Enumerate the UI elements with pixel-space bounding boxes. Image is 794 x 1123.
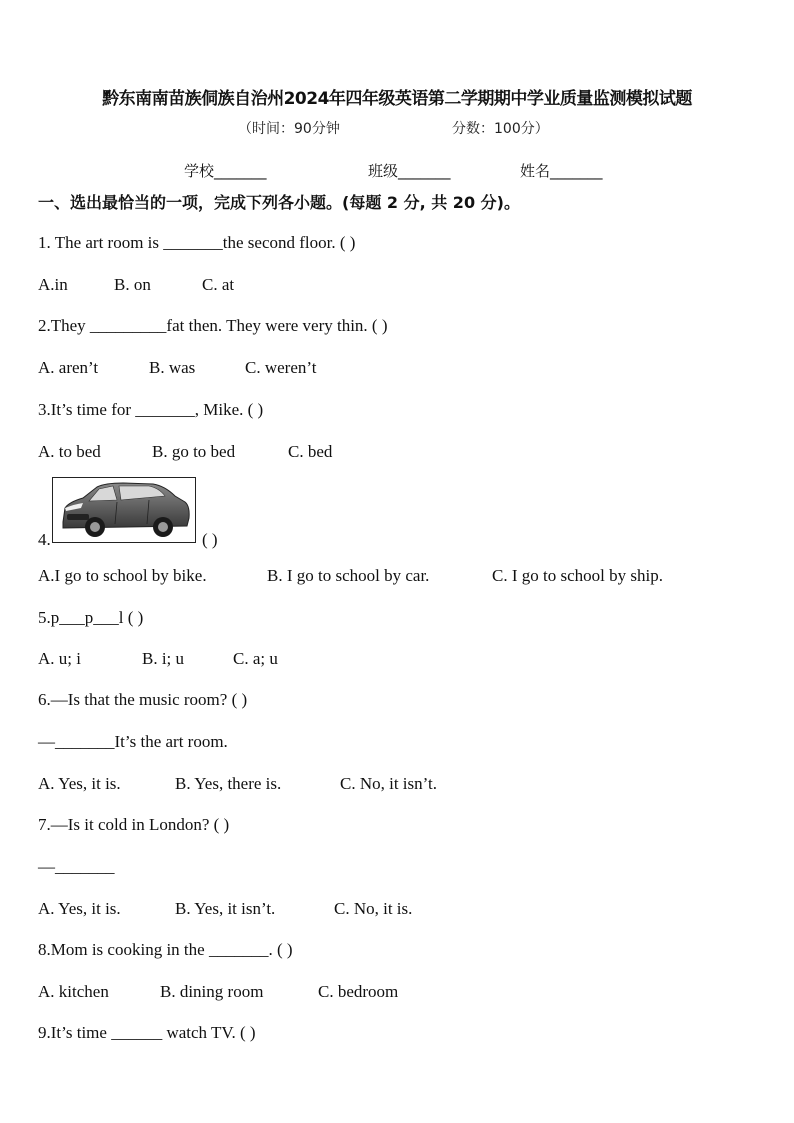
q5-option-c: C. a; u [233,649,278,668]
class-field: 班级_______ [368,162,451,180]
school-field: 学校_______ [184,162,267,180]
question-1: 1. The art room is _______the second floor. ( ) [38,233,356,252]
question-4-paren: ( ) [202,530,218,549]
q1-option-b: B. on [114,275,151,294]
exam-score: 分数：100分） [452,121,549,137]
name-field: 姓名_______ [520,162,603,180]
q4-option-a: A.I go to school by bike. [38,566,207,585]
exam-time: （时间：90分钟 [238,121,340,137]
question-7: 7.—Is it cold in London? ( ) [38,815,230,834]
q5-option-b: B. i; u [142,649,185,668]
page-title: 黔东南南苗族侗族自治州2024年四年级英语第二学期期中学业质量监测模拟试题 [102,89,692,109]
section-heading: 一、选出最恰当的一项，完成下列各小题。(每题 2 分, 共 20 分)。 [38,193,520,212]
q6-option-b: B. Yes, there is. [175,774,282,793]
q3-option-a: A. to bed [38,442,101,461]
q6-option-a: A. Yes, it is. [38,774,121,793]
question-8: 8.Mom is cooking in the _______. ( ) [38,940,293,959]
q8-option-a: A. kitchen [38,982,109,1001]
q1-option-c: C. at [202,275,235,294]
question-5: 5.p___p___l ( ) [38,608,144,627]
question-7-response: —_______ [38,857,115,876]
question-4-number: 4. [38,530,51,549]
q5-option-a: A. u; i [38,649,81,668]
q7-option-b: B. Yes, it isn’t. [175,899,276,918]
question-6-response: —_______It’s the art room. [38,732,228,751]
q8-option-c: C. bedroom [318,982,399,1001]
q3-option-b: B. go to bed [152,442,236,461]
q3-option-c: C. bed [288,442,333,461]
car-icon [53,478,195,542]
q2-option-b: B. was [149,358,196,377]
q4-option-c: C. I go to school by ship. [492,566,663,585]
q2-option-a: A. aren’t [38,358,99,377]
q7-option-c: C. No, it is. [334,899,413,918]
q6-option-c: C. No, it isn’t. [340,774,437,793]
question-6: 6.—Is that the music room? ( ) [38,690,248,709]
q7-option-a: A. Yes, it is. [38,899,121,918]
question-9: 9.It’s time ______ watch TV. ( ) [38,1023,256,1042]
q4-option-b: B. I go to school by car. [267,566,430,585]
question-3: 3.It’s time for _______, Mike. ( ) [38,400,264,419]
q1-option-a: A.in [38,275,68,294]
question-2: 2.They _________fat then. They were very thin. ( ) [38,316,388,335]
q8-option-b: B. dining room [160,982,264,1001]
car-image [52,477,196,543]
q2-option-c: C. weren’t [245,358,317,377]
